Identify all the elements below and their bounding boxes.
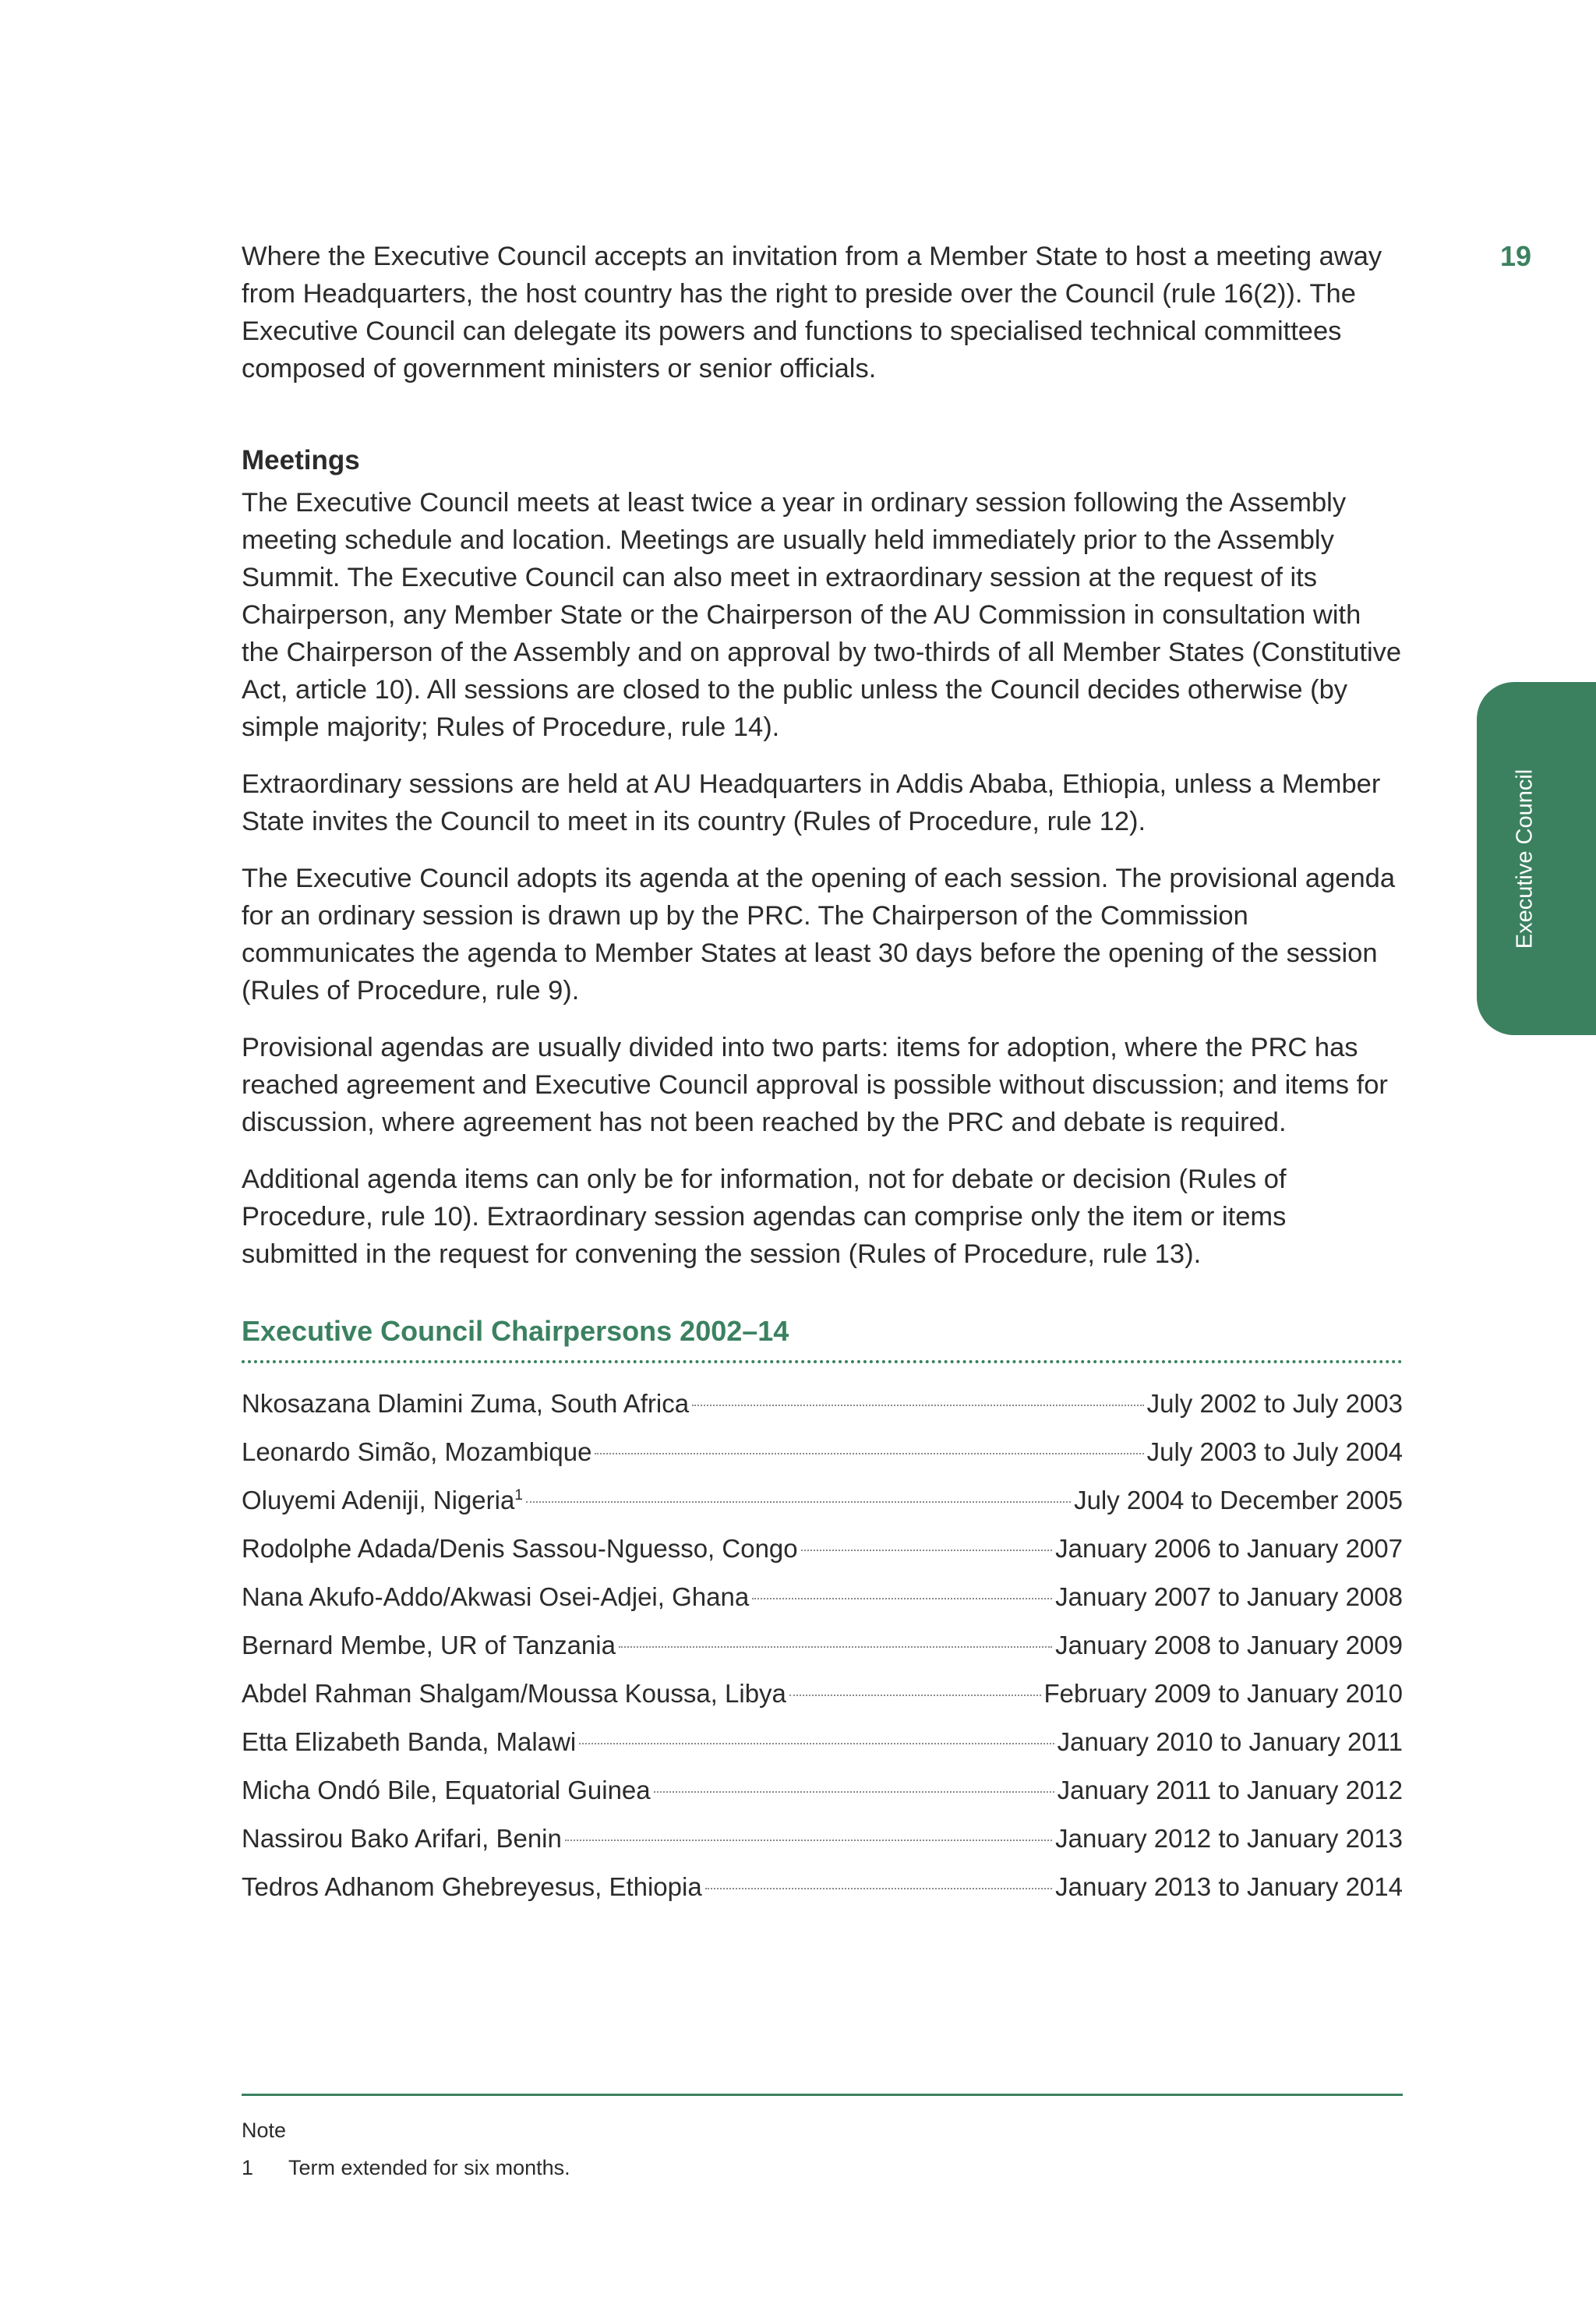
meetings-paragraph: Additional agenda items can only be for information, not for debate or decision (Rules of Procedure, rule 10). Extraordinary session agendas can comprise only the item or items submitted in the request for convening the session (Rules of Procedure, rule 13). bbox=[242, 1165, 1287, 1269]
meetings-paragraph: Provisional agendas are usually divided into two parts: items for adoption, where the PRC has reached agreement and Executive Council approval is possible without discussion; and items for discussion, where agreement has not been reached by the PRC and debate is required. bbox=[242, 1033, 1388, 1137]
chairpersons-title: Executive Council Chairpersons 2002–14 bbox=[242, 1315, 789, 1347]
chairperson-name: Nkosazana Dlamini Zuma, South Africa bbox=[242, 1389, 690, 1418]
chairperson-term: January 2012 to January 2013 bbox=[1055, 1824, 1403, 1853]
chairperson-name: Leonardo Simão, Mozambique bbox=[242, 1437, 592, 1466]
chairperson-row bbox=[242, 1812, 1403, 1861]
chairperson-name: Tedros Adhanom Ghebreyesus, Ethiopia bbox=[242, 1872, 702, 1901]
footnotes-title: Note bbox=[242, 2119, 287, 2142]
chairperson-term: July 2003 to July 2004 bbox=[1146, 1437, 1403, 1466]
meetings-paragraph: The Executive Council meets at least twice a year in ordinary session following the Assembly meeting schedule and location. Meetings are usually held immediately prior to the Assembly Summit. The Executive Council can also meet in extraordinary session at the request of its Chairperson, any Member State or the Chairperson of the AU Commission in consultation with the Chairperson of the Assembly and on approval by two-thirds of all Member States (Constitutive Act, article 10). All sessions are closed to the public unless the Council decides otherwise (by simple majority; Rules of Procedure, rule 14). bbox=[242, 488, 1402, 742]
dot-leader bbox=[619, 1646, 1052, 1648]
dot-leader bbox=[752, 1598, 1052, 1599]
chairperson-name: Nassirou Bako Arifari, Benin bbox=[242, 1824, 562, 1853]
main-content bbox=[242, 238, 1403, 1909]
chairpersons-divider bbox=[242, 1360, 1403, 1363]
chairperson-term: January 2010 to January 2011 bbox=[1057, 1727, 1403, 1756]
dot-leader bbox=[565, 1840, 1052, 1841]
intro-paragraph: Where the Executive Council accepts an invitation from a Member State to host a meeting away from Headquarters, the host country has the right to preside over the Council (rule 16(2)). The Executive Council can delegate its powers and functions to specialised technical committees composed of government ministers or senior officials. bbox=[242, 242, 1382, 383]
meetings-paragraph: The Executive Council adopts its agenda at the opening of each session. The provisional agenda for an ordinary session is drawn up by the PRC. The Chairperson of the Commission communicates the agenda to Member States at least 30 days before the opening of the session (Rules of Procedure, rule 9). bbox=[242, 864, 1396, 1005]
meetings-heading: Meetings bbox=[242, 445, 360, 475]
page-number: 19 bbox=[1500, 240, 1532, 272]
section-side-tab-label: Executive Council bbox=[1512, 769, 1538, 949]
chairperson-row bbox=[242, 1861, 1403, 1909]
chairperson-row bbox=[242, 1474, 1403, 1522]
chairperson-term: January 2013 to January 2014 bbox=[1055, 1872, 1403, 1901]
dot-leader bbox=[595, 1453, 1143, 1454]
chairperson-row bbox=[242, 1716, 1403, 1764]
chairperson-term: July 2002 to July 2003 bbox=[1146, 1389, 1403, 1418]
dot-leader bbox=[579, 1743, 1054, 1744]
chairperson-row bbox=[242, 1667, 1403, 1716]
chairperson-row bbox=[242, 1522, 1403, 1571]
dot-leader bbox=[789, 1695, 1041, 1696]
chairperson-row bbox=[242, 1764, 1403, 1812]
dot-leader bbox=[526, 1501, 1071, 1503]
chairperson-name: Etta Elizabeth Banda, Malawi bbox=[242, 1727, 577, 1756]
chairperson-term: January 2006 to January 2007 bbox=[1055, 1534, 1403, 1563]
chairpersons-list bbox=[242, 1377, 1403, 1909]
chairperson-row bbox=[242, 1426, 1403, 1474]
chairperson-term: January 2007 to January 2008 bbox=[1055, 1582, 1403, 1611]
chairperson-name: Micha Ondó Bile, Equatorial Guinea bbox=[242, 1776, 651, 1804]
chairperson-name: Abdel Rahman Shalgam/Moussa Koussa, Libya bbox=[242, 1679, 786, 1708]
footnotes bbox=[242, 2094, 1403, 2186]
chairperson-term: February 2009 to January 2010 bbox=[1043, 1679, 1403, 1708]
dot-leader bbox=[692, 1405, 1144, 1406]
chairperson-row bbox=[242, 1619, 1403, 1667]
chairperson-name: Rodolphe Adada/Denis Sassou-Nguesso, Congo bbox=[242, 1534, 798, 1563]
chairperson-row bbox=[242, 1377, 1403, 1426]
footnote-number: 1 bbox=[242, 2156, 254, 2179]
footnote-marker: 1 bbox=[514, 1487, 523, 1504]
footnote-item bbox=[242, 2149, 1403, 2186]
chairperson-row bbox=[242, 1571, 1403, 1619]
chairperson-term: July 2004 to December 2005 bbox=[1074, 1486, 1403, 1514]
dot-leader bbox=[801, 1550, 1053, 1551]
chairperson-name: Nana Akufo-Addo/Akwasi Osei-Adjei, Ghana bbox=[242, 1582, 750, 1611]
chairperson-name: Bernard Membe, UR of Tanzania bbox=[242, 1631, 616, 1659]
chairperson-name: Oluyemi Adeniji, Nigeria$^1$ bbox=[242, 1486, 523, 1514]
chairperson-term: January 2008 to January 2009 bbox=[1055, 1631, 1403, 1659]
dot-leader bbox=[705, 1888, 1052, 1889]
chairperson-term: January 2011 to January 2012 bbox=[1057, 1776, 1403, 1804]
meetings-paragraph: Extraordinary sessions are held at AU Headquarters in Addis Ababa, Ethiopia, unless a Member State invites the Council to meet in its country (Rules of Procedure, rule 12). bbox=[242, 769, 1381, 836]
footnote-text: Term extended for six months. bbox=[288, 2156, 570, 2179]
dot-leader bbox=[654, 1791, 1054, 1793]
